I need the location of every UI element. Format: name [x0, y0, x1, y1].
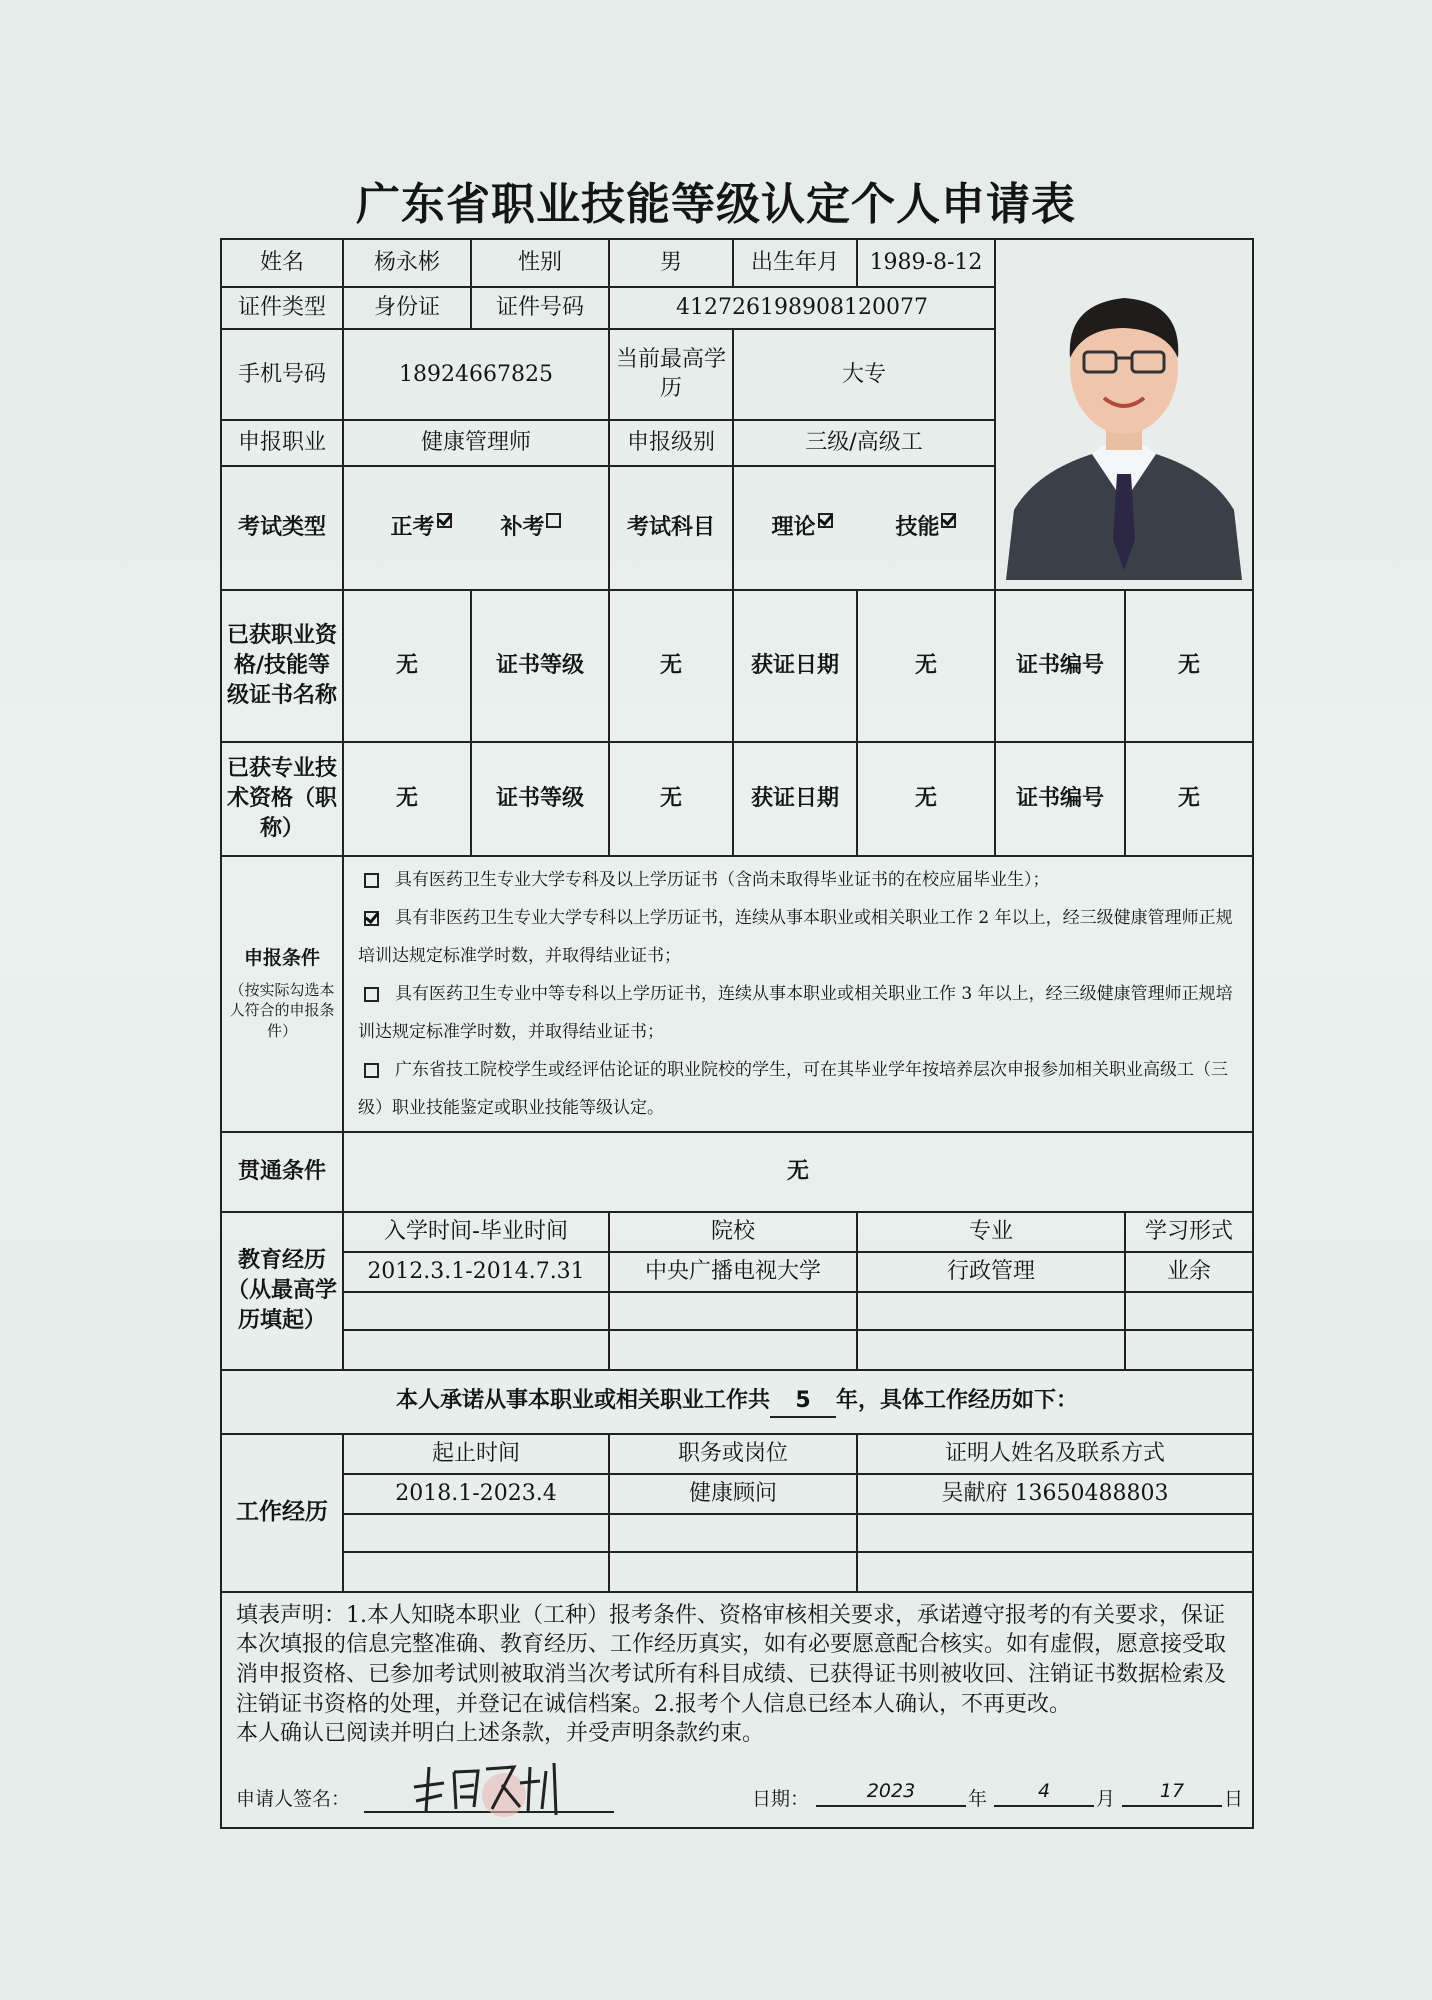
tech-no-label: 证书编号 [995, 742, 1125, 856]
condition-text: 具有医药卫生专业大学专科及以上学历证书（含尚未取得毕业证书的在校应届毕业生）； [395, 869, 1050, 890]
empty-cell [857, 1552, 1253, 1592]
empty-cell [1125, 1292, 1253, 1330]
edu-header-period: 入学时间-毕业时间 [343, 1212, 609, 1252]
work-header-period: 起止时间 [343, 1434, 609, 1474]
table-row [221, 1252, 1253, 1292]
skill-label: 技能 [895, 514, 940, 540]
condition-item [350, 861, 1246, 899]
commit-suffix: 年，具体工作经历如下： [836, 1387, 1079, 1413]
empty-cell [1125, 1330, 1253, 1370]
work-period: 2018.1-2023.4 [343, 1474, 609, 1514]
work-label: 工作经历 [221, 1434, 343, 1592]
condition-text: 具有非医药卫生专业大学专科以上学历证书，连续从事本职业或相关职业工作 2 年以上，经三级健康管理师正规培训达规定标准学时数，并取得结业证书； [358, 907, 1233, 966]
vocational-grade-label: 证书等级 [471, 590, 609, 742]
table-row [221, 1552, 1253, 1592]
declaration-text: 填表声明：1.本人知晓本职业（工种）报考条件、资格审核相关要求，承诺遵守报考的有关要求，保证本次填报的信息完整准确、教育经历、工作经历真实，如有必要愿意配合核实。如有虚假，愿意接受取消申报资格、已参加考试则被取消当次考试所有科目成绩、已获得证书则被收回、注销证书数据检索及注销证书资格的处理，并登记在诚信档案。2.报考个人信息已经本人确认，不再更改。 [236, 1602, 1227, 1717]
vocational-date-value: 无 [857, 590, 995, 742]
vocational-no-value: 无 [1125, 590, 1253, 742]
declaration-cell [221, 1592, 1253, 1828]
tech-grade-label: 证书等级 [471, 742, 609, 856]
education-label: 教育经历（从最高学历填起） [221, 1212, 343, 1370]
date-year: 2023 [816, 1779, 966, 1807]
conditions-note: （按实际勾选本人符合的申报条件） [229, 981, 335, 1040]
edu-header-mode: 学习形式 [1125, 1212, 1253, 1252]
tech-no-value: 无 [1125, 742, 1253, 856]
handwritten-signature [374, 1757, 604, 1817]
name-label: 姓名 [221, 239, 343, 287]
portrait-photo [996, 240, 1252, 580]
skill-checkbox[interactable] [941, 513, 956, 528]
birth-value: 1989-8-12 [857, 239, 995, 287]
edu-header-major: 专业 [857, 1212, 1125, 1252]
table-row [221, 1474, 1253, 1514]
page-title: 广东省职业技能等级认定个人申请表 [356, 179, 1076, 230]
theory-checkbox[interactable] [818, 513, 833, 528]
condition-item [350, 1051, 1246, 1127]
table-row [221, 1514, 1253, 1552]
edu-mode: 业余 [1125, 1252, 1253, 1292]
exam-subject-options [733, 466, 995, 590]
empty-cell [343, 1552, 609, 1592]
empty-cell [609, 1292, 857, 1330]
edu-value: 大专 [733, 329, 995, 419]
year-unit: 年 [968, 1788, 988, 1811]
edu-label: 当前最高学历 [609, 329, 733, 419]
through-value: 无 [343, 1132, 1253, 1212]
regular-exam-checkbox[interactable] [437, 513, 452, 528]
conditions-label: 申报条件 [243, 947, 320, 970]
phone-label: 手机号码 [221, 329, 343, 419]
theory-label: 理论 [771, 514, 816, 540]
level-value: 三级/高级工 [733, 420, 995, 466]
condition-checkbox[interactable] [364, 1063, 379, 1078]
date-day: 17 [1122, 1779, 1222, 1807]
empty-cell [857, 1292, 1125, 1330]
exam-type-label: 考试类型 [221, 466, 343, 590]
commit-years: 5 [770, 1386, 836, 1418]
makeup-exam-checkbox[interactable] [546, 513, 561, 528]
day-unit: 日 [1224, 1788, 1244, 1811]
table-row [221, 1330, 1253, 1370]
work-post: 健康顾问 [609, 1474, 857, 1514]
occupation-label: 申报职业 [221, 420, 343, 466]
condition-item [350, 975, 1246, 1051]
work-commitment [221, 1370, 1253, 1434]
vocational-cert-name: 无 [343, 590, 471, 742]
condition-item [350, 899, 1246, 975]
phone-value: 18924667825 [343, 329, 609, 419]
through-label: 贯通条件 [221, 1132, 343, 1212]
condition-checkbox[interactable] [364, 911, 379, 926]
vocational-cert-label: 已获职业资格/技能等级证书名称 [221, 590, 343, 742]
id-no-label: 证件号码 [471, 287, 609, 329]
conditions-list [343, 856, 1253, 1132]
tech-grade-value: 无 [609, 742, 733, 856]
tech-date-value: 无 [857, 742, 995, 856]
signature-label: 申请人签名： [236, 1788, 351, 1811]
signature-row [236, 1749, 1244, 1819]
applicant-photo [995, 239, 1253, 590]
edu-school: 中央广播电视大学 [609, 1252, 857, 1292]
work-referee: 吴献府 13650488803 [857, 1474, 1253, 1514]
name-value: 杨永彬 [343, 239, 471, 287]
empty-cell [609, 1330, 857, 1370]
gender-label: 性别 [471, 239, 609, 287]
edu-header-school: 院校 [609, 1212, 857, 1252]
condition-checkbox[interactable] [364, 987, 379, 1002]
makeup-exam-label: 补考 [500, 514, 545, 540]
tech-cert-label: 已获专业技术资格（职称） [221, 742, 343, 856]
id-no-value: 412726198908120077 [609, 287, 995, 329]
date-label: 日期： [752, 1788, 810, 1811]
level-label: 申报级别 [609, 420, 733, 466]
work-header-post: 职务或岗位 [609, 1434, 857, 1474]
conditions-label-cell [221, 856, 343, 1132]
empty-cell [343, 1292, 609, 1330]
tech-cert-name: 无 [343, 742, 471, 856]
exam-type-options [343, 466, 609, 590]
application-form [220, 238, 1252, 1829]
id-type-value: 身份证 [343, 287, 471, 329]
empty-cell [857, 1330, 1125, 1370]
exam-subject-label: 考试科目 [609, 466, 733, 590]
vocational-date-label: 获证日期 [733, 590, 857, 742]
gender-value: 男 [609, 239, 733, 287]
tech-date-label: 获证日期 [733, 742, 857, 856]
id-type-label: 证件类型 [221, 287, 343, 329]
empty-cell [343, 1514, 609, 1552]
occupation-value: 健康管理师 [343, 420, 609, 466]
condition-text: 具有医药卫生专业中等专科以上学历证书，连续从事本职业或相关职业工作 3 年以上，经三级健康管理师正规培训达规定标准学时数，并取得结业证书； [358, 983, 1233, 1042]
condition-checkbox[interactable] [364, 873, 379, 888]
condition-text: 广东省技工院校学生或经评估论证的职业院校的学生，可在其毕业学年按培养层次申报参加相关职业高级工（三级）职业技能鉴定或职业技能等级认定。 [358, 1059, 1228, 1118]
date-month: 4 [994, 1779, 1094, 1807]
vocational-grade-value: 无 [609, 590, 733, 742]
signature-line [364, 1757, 614, 1813]
work-header-referee: 证明人姓名及联系方式 [857, 1434, 1253, 1474]
commit-prefix: 本人承诺从事本职业或相关职业工作共 [395, 1387, 770, 1413]
empty-cell [609, 1552, 857, 1592]
table-row [221, 1292, 1253, 1330]
birth-label: 出生年月 [733, 239, 857, 287]
empty-cell [857, 1514, 1253, 1552]
confirm-text: 本人确认已阅读并明白上述条款，并受声明条款约束。 [236, 1721, 765, 1747]
empty-cell [609, 1514, 857, 1552]
regular-exam-label: 正考 [390, 514, 435, 540]
month-unit: 月 [1096, 1788, 1116, 1811]
edu-major: 行政管理 [857, 1252, 1125, 1292]
empty-cell [343, 1330, 609, 1370]
vocational-no-label: 证书编号 [995, 590, 1125, 742]
edu-period: 2012.3.1-2014.7.31 [343, 1252, 609, 1292]
